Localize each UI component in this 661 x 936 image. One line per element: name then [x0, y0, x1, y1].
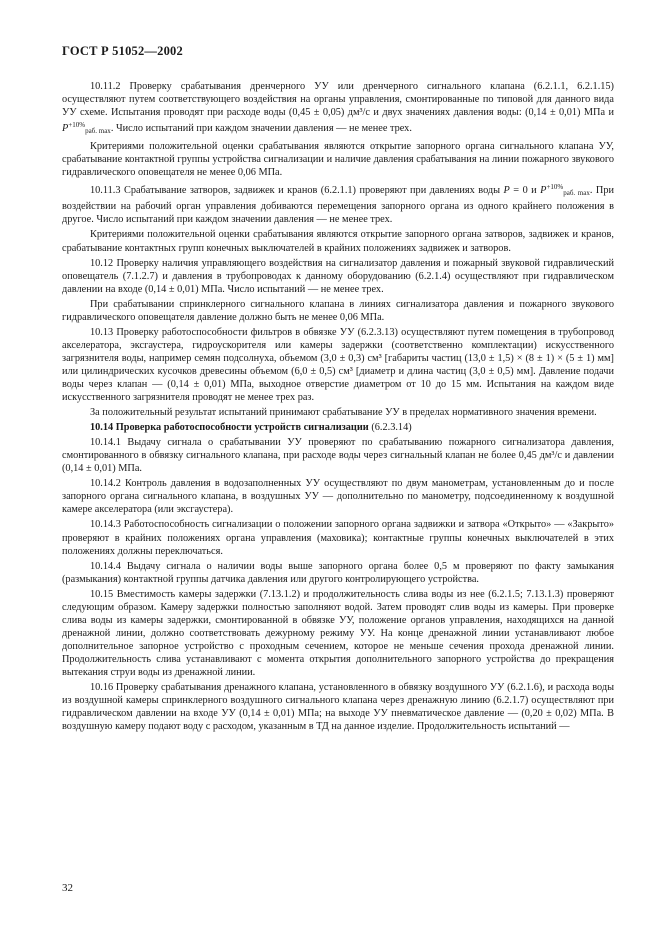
paragraph-10-11-2: 10.11.2 Проверку срабатывания дренчерного УУ или дренчерного сигнального клапана (6.2.1.1, 6.2.1.15) осуществляют путем соответствующего воздействия на органы управления, смонтированные по типовой для данного вида УУ схеме. Испытания проводят при расходе воды (0,45 ± 0,05) дм³/с и двух значениях давления воды: (0,14 ± 0,01) МПа и $P^{+10\%}_{раб. max}$. Число испытаний при каждом значении давления — не менее трех. — [62, 81, 614, 136]
paragraph-10-15: 10.15 Вместимость камеры задержки (7.13.1.2) и продолжительность слива воды из нее (6.2.1.5; 7.13.1.3) проверяют следующим образом. Камеру задержки полностью заполняют водой. Затем проводят слив воды из камеры. При проверке слива воды из камеры задержки, смонтированной в обвязке УУ, положение органов управления, находящихся на данной дренажной линии, должно соответствовать дежурному режиму УУ. На конце дренажной линии устанавливают любое дополнительное запорное устройство с проходным сечением, которое не меньше сечения прохода дренажной линии. Продолжительность слива устанавливают с момента открытия дополнительного запорного устройства до прекращения вытекания струи воды из дренажной линии. — [62, 588, 614, 678]
paragraph-sprinkler: При срабатывании спринклерного сигнального клапана в линиях сигнализатора давления и пожарного звукового гидравлического оповещателя давление должно быть не менее 0,06 МПа. — [62, 298, 614, 323]
section-heading-title: 10.14 Проверка работоспособности устройств сигнализации — [90, 422, 369, 434]
paragraph-10-12: 10.12 Проверку наличия управляющего воздействия на сигнализатор давления и пожарный звуковой гидравлический оповещатель (7.1.2.7) и давления в трубопроводах к данному оборудованию (6.2.1.4) осуществляют при гидравлическом давлении на входе (0,14 ± 0,01) МПа. Число испытаний — не менее трех. — [62, 257, 614, 295]
paragraph-10-16: 10.16 Проверку срабатывания дренажного клапана, установленного в обвязку воздушного УУ (6.2.1.6), и расхода воды из воздушной камеры спринклерного воздушного сигнального клапана через дренажную линию (6.2.1.7) осуществляют при гидравлическом давлении на входе УУ (0,14 ± 0,01) МПа; на выходе УУ пневматическое давление — (0,20 ± 0,02) МПа. В воздушную камеру подают воду с расходом, указанным в ТД на данное изделие. Продолжительность испытаний — — [62, 682, 614, 733]
paragraph-10-13: 10.13 Проверку работоспособности фильтров в обвязке УУ (6.2.3.13) осуществляют путем помещения в трубопровод акселератора, эксгаустера, гидроускорителя или камеры задержки (соответственно комплектации) искусственного загрязнителя воды, например семян подсолнуха, объемом (3,0 ± 0,3) см³ [габариты частиц (13,0 ± 1,5) × (8 ± 1) × (5 ± 1) мм] или цилиндрических кусочков древесины объемом (6,0 ± 0,5) см³ [диаметр и длина частиц (3,0 ± 0,5) мм]. Давление подачи воды через клапан — (0,14 ± 0,01) МПа, выходное отверстие диаметром от 10 до 15 мм. Испытания на каждом виде искусственного загрязнителя проводят не менее трех раз. — [62, 326, 614, 404]
paragraph-criteria-1: Критериями положительной оценки срабатывания являются открытие запорного органа сигнального клапана УУ, срабатывание контактной группы устройства сигнализации и наличие давления срабатывания на линии пожарного звукового гидравлического оповещателя не менее 0,06 МПа. — [62, 141, 614, 179]
paragraph-10-14-4: 10.14.4 Выдачу сигнала о наличии воды выше запорного органа более 0,5 м проверяют по факту замыкания (размыкания) контактной группы датчика давления или другого контролирующего устройства. — [62, 560, 614, 585]
page-number: 32 — [62, 882, 73, 894]
section-heading-10-14 — [62, 421, 614, 434]
paragraph-10-14-3: 10.14.3 Работоспособность сигнализации о положении запорного органа задвижки и затвора «Открыто» — «Закрыто» проверяют в крайних положениях органа управления (маховика); контактные группы конечных выключателей в этих положениях должны переключаться. — [62, 519, 614, 557]
paragraph-10-14-1: 10.14.1 Выдачу сигнала о срабатывании УУ проверяют по срабатыванию пожарного сигнализатора давления, смонтированного в обвязку сигнального клапана, при расходе воды через сигнальный клапан не более 0,45 дм³/с и давлении (0,14 ± 0,01) МПа. — [62, 437, 614, 475]
section-heading-ref: (6.2.3.14) — [371, 422, 412, 434]
paragraph-10-11-3: 10.11.3 Срабатывание затворов, задвижек и кранов (6.2.1.1) проверяют при давлениях воды P = 0 и $P^{+10\%}_{раб. max}$. При воздействии на рабочий орган управления добиваются перемещения запорного органа из одного крайнего положения в другое. Число испытаний при каждом значении давления — не менее трех. — [62, 183, 614, 226]
paragraph-10-14-2: 10.14.2 Контроль давления в водозаполненных УУ осуществляют по двум манометрам, установленным до и после запорного органа сигнального клапана, в воздушных УУ — дополнительно по манометру, подсоединенному к воздушной камере акселератора (или эксгаустера). — [62, 478, 614, 516]
paragraph-criteria-2: Критериями положительной оценки срабатывания являются открытие запорного органа затворов, задвижек и кранов, срабатывание контактных групп конечных выключателей в крайних положениях задвижек и затворов. — [62, 229, 614, 254]
document-body — [62, 80, 614, 735]
paragraph-positive-result: За положительный результат испытаний принимают срабатывание УУ в пределах нормативного значения времени. — [90, 407, 597, 419]
document-code-header: ГОСТ Р 51052—2002 — [62, 44, 183, 58]
